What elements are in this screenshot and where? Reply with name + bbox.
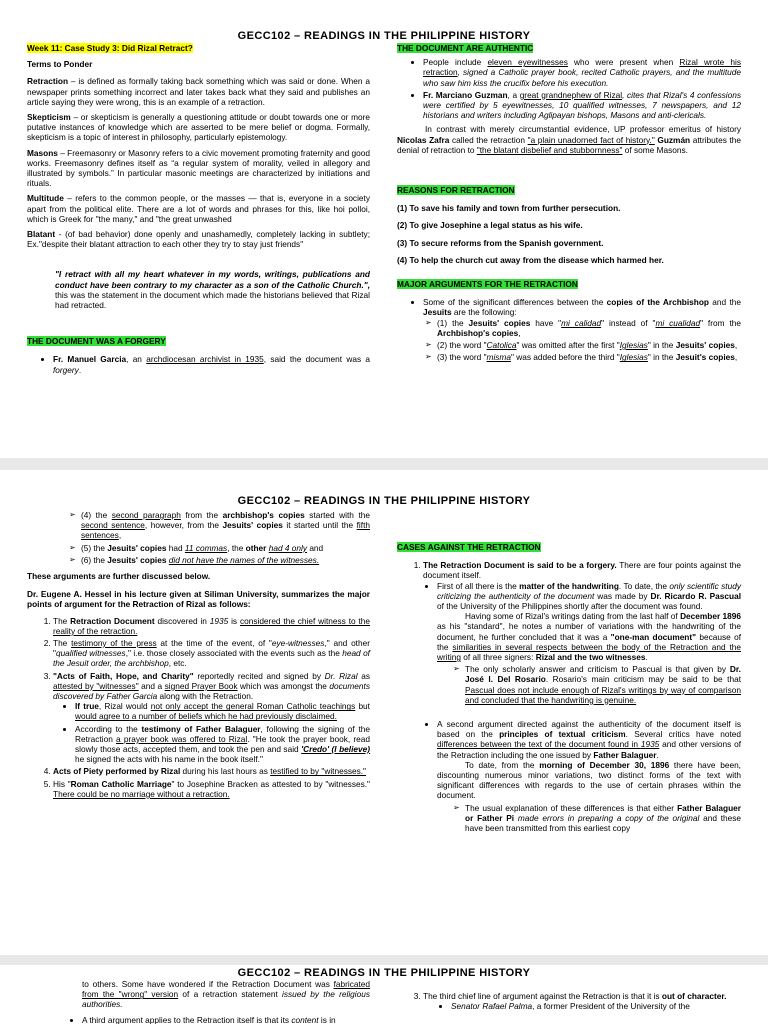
contrast-paragraph: In contrast with merely circumstantial evidence, UP professor emeritus of history Nicolas Zafra called the retraction "a plain unadorned fact of history." Guzmán attributes the denial of retraction to "the blatant disbelief and stubbornness" of some Masons. [397, 124, 741, 155]
list-item: ➢ (6) the Jesuits' copies did not have the names of the witnesses. [81, 555, 370, 565]
list-item: 3. The third chief line of argument against the Retraction is that it is out of character. • Senator Rafael Palma, a former President of the University of the [423, 991, 741, 1011]
left-column [27, 43, 370, 377]
page-1 [0, 0, 768, 458]
further-text: These arguments are further discussed below. [27, 571, 211, 582]
right-column [397, 43, 741, 364]
list-item: 1. The Retraction Document is said to be a forgery. There are four points against the document itself. • First of all there is the matter of the handwriting. To date, the only scientific study criticizing the authenticity of the document was made by Dr. Ricardo R. Pascual of the University of the Philippines shortly after the document was found. Having some of Rizal's writings dating from the last half of December 1896 as his "standard", he notes a number of variations with the handwriting of the document, he further concluded that it was a "one-man document" because of the similarities in several respects between the body of the Retraction and the writing of all three signers: Rizal and the two witnesses. ➢ The only scholarly answer and criticism to Pascual is that given by Dr. José I. Del Rosario. Rosario's main criticism may be said to be that Pascual does not include enough of Rizal's writings by way of comparison and concluded that the handwriting is genuine. • A second argument directed against the authenticity of the document itself is based on the principles of textual criticism. Several critics have noted differences between the text of the document found in 1935 and other versions of the Retraction including the one issued by Father Balaguer. To date, from the morning of December 30, 1896 there have been, discounting numerous minor variations, two distinct forms of the text with significant differences with regards to the use of certain phrases within the document. ➢ The usual explanation of these differences is that either Father Balaguer or Father Pi made errors in preparing a copy of the original and these have been transmitted from this earliest copy [423, 560, 741, 833]
list-item: 4. Acts of Piety performed by Rizal during his last hours as testified to by "witnesses." [53, 766, 370, 776]
pascual-paragraph: Having some of Rizal's writings dating from the last half of December 1896 as his "standard", he notes a number of variations with the handwriting of the document, he further concluded that it was a "one-man document" because of the similarities in several respects between the body of the Retraction and the writing of all three signers: Rizal and the two witnesses. [437, 611, 741, 663]
retraction-quote: "I retract with all my heart whatever in my words, writings, publications and conduct have been contrary to my character as a son of the Catholic Church.", this was the statement in the document which made the historians believed that Rizal had retracted. [55, 269, 370, 311]
term-skepticism: Skepticism – or skepticism is generally a questioning attitude or doubt towards one or more putative instances of knowledge which are asserted to be mere belief or dogma. Formally, skepticism is a topic of interest in philosophy, particularly epistemology. [27, 112, 370, 143]
list-item: (4) To help the church cut away from the disease which harmed her. [397, 254, 664, 265]
list-item: (2) To give Josephine a legal status as his wife. [397, 220, 583, 231]
term-masons: Masons – Freemasonry or Masonry refers to a civic movement promoting fraternity and good works. Freemasonry defines itself as “a regular system of morality, veiled in allegory and illustrated by symbols.” In particular masonic meetings are characterized by initiations and rituals. [27, 147, 370, 189]
term-retraction: Retraction – is defined as formally taking back something which was said or done. When a newspaper prints something incorrect and later takes back what they said and publishes an article saying they were wrong, this is an example of a retraction. [27, 76, 370, 107]
left-column [82, 979, 370, 1024]
list-item: 3. "Acts of Faith, Hope, and Charity" reportedly recited and signed by Dr. Rizal as attested by "witnesses" and a signed Prayer Book which was amongst the documents discovered by Father Garcia along with the Retraction. • If true, Rizal would not only accept the general Roman Catholic teachings but would agree to a number of beliefs which he had previously disclaimed. • According to the testimony of Father Balaguer, following the signing of the Retraction a prayer book was offered to Rizal. "He took the prayer book, read slowly those acts, accepted them, and took the pen and said 'Credo' (I believe) he signed the acts with his name in the book itself." [53, 671, 370, 765]
list-item: • Fr. Marciano Guzman, a great grandnephew of Rizal, cites that Rizal's 4 confessions were certified by 5 eyewitnesses, 10 qualified witnesses, 7 newspapers, and 12 historians and writers including Aglipayan bishops, Masons and anti-clericals. [423, 90, 741, 121]
term-multitude: Multitude – refers to the common people, or the masses — that is, everyone in a society apart from the political elite. There are a lot of words and phrases for this, like hoi polloi, which is Greek for "the many," and "the great unwashed [27, 193, 370, 224]
list-item: ➢ (4) the second paragraph from the archbishop's copies started with the second sentence, however, from the Jesuits' copies it started until the fifth sentences, [81, 510, 370, 541]
page-3 [0, 965, 768, 1024]
list-item: • According to the testimony of Father Balaguer, following the signing of the Retraction a prayer book was offered to Rizal. "He took the prayer book, read slowly those acts, accepted them, and took the pen and said 'Credo' (I believe) he signed the acts with his name in the book itself." [75, 724, 370, 765]
page-title: GECC102 – READINGS IN THE PHILIPPINE HISTORY [237, 495, 531, 507]
list-item: (3) To secure reforms from the Spanish government. [397, 237, 604, 248]
list-item: ➢ (2) the word "Catolica" was omitted after the first "Iglesias" in the Jesuits' copies, [437, 340, 741, 350]
week-heading: Week 11: Case Study 3: Did Rizal Retract? [27, 43, 193, 53]
term-blatant: Blatant - (of bad behavior) done openly and unashamedly, completely lacking in subtlety; Ex."despite their blatant attraction to each other they try to stay just friends" [27, 229, 370, 250]
list-item: • People include eleven eyewitnesses who were present when Rizal wrote his retraction, signed a Catholic prayer book, recited Catholic prayers, and the multitude who saw him kiss the crucifix before his execution. [423, 57, 741, 88]
authentic-heading: THE DOCUMENT ARE AUTHENTIC [397, 43, 534, 53]
left-column [27, 510, 370, 801]
reasons-heading: REASONS FOR RETRACTION [397, 185, 515, 196]
textual-paragraph: To date, from the morning of December 30, 1896 there have been, discounting numerous minor variations, two distinct forms of the text with significant differences with regards to the use of certain phrases within the document. [437, 759, 741, 801]
list-item: ➢ The usual explanation of these differences is that either Father Balaguer or Father Pi made errors in preparing a copy of the original and these have been transmitted from this earliest copy [465, 803, 741, 834]
page-title: GECC102 – READINGS IN THE PHILIPPINE HISTORY [237, 967, 531, 979]
list-item: 5. His "Roman Catholic Marriage" to Josephine Bracken as attested to by "witnesses." There could be no marriage without a retraction. [53, 779, 370, 799]
page-title: GECC102 – READINGS IN THE PHILIPPINE HISTORY [237, 30, 531, 42]
cases-heading: CASES AGAINST THE RETRACTION [397, 542, 541, 552]
forgery-heading: THE DOCUMENT WAS A FORGERY [27, 336, 166, 347]
list-item: • A third argument applies to the Retraction itself is that its content is in [82, 1015, 370, 1024]
hessel-intro: Dr. Eugene A. Hessel in his lecture given at Siliman University, summarizes the major points of argument for the Retraction of Rizal as follows: [27, 589, 370, 610]
list-item: ➢ The only scholarly answer and criticism to Pascual is that given by Dr. José I. Del Rosario. Rosario's main criticism may be said to be that Pascual does not include enough of Rizal's writings by way of comparison and concluded that the handwriting is genuine. [465, 664, 741, 705]
list-item: ➢ (3) the word "misma" was added before the third "Iglesias" in the Jesuit's copies, [437, 352, 741, 362]
page-2 [0, 470, 768, 955]
terms-heading: Terms to Ponder [27, 59, 93, 70]
right-column [397, 991, 741, 1013]
reasons-list [397, 203, 741, 265]
major-heading: MAJOR ARGUMENTS FOR THE RETRACTION [397, 279, 578, 290]
list-item: • Senator Rafael Palma, a former President of the University of the [451, 1001, 741, 1011]
right-column [397, 542, 741, 835]
list-item: • First of all there is the matter of the handwriting. To date, the only scientific study criticizing the authenticity of the document was made by Dr. Ricardo R. Pascual of the University of the Philippines shortly after the document was found. Having some of Rizal's writings dating from the last half of December 1896 as his "standard", he notes a number of variations with the handwriting of the document, he further concluded that it was a "one-man document" because of the similarities in several respects between the body of the Retraction and the writing of all three signers: Rizal and the two witnesses. ➢ The only scholarly answer and criticism to Pascual is that given by Dr. José I. Del Rosario. Rosario's main criticism may be said to be that Pascual does not include enough of Rizal's writings by way of comparison and concluded that the handwriting is genuine. [437, 581, 741, 705]
list-item: ➢ (1) the Jesuits' copies have "mi calidad" instead of "mi cualidad" from the Archbishop's copies, [437, 318, 741, 338]
list-item: • Some of the significant differences between the copies of the Archbishop and the Jesuits are the following: ➢ (1) the Jesuits' copies have "mi calidad" instead of "mi cualidad" from the Archbishop's copies, ➢ (2) the word "Catolica" was omitted after the first "Iglesias" in the Jesuits' copies, ➢ (3) the word "misma" was added before the third "Iglesias" in the Jesuit's copies, [423, 297, 741, 362]
list-item: 1. The Retraction Document discovered in 1935 is considered the chief witness to the reality of the retraction. [53, 616, 370, 636]
list-item: 2. The testimony of the press at the time of the event, of "eye-witnesses," and other "qualified witnesses," i.e. those closely associated with the events such as the head of the Jesuit order, the archbishop, etc. [53, 638, 370, 669]
list-item: • Fr. Manuel Garcia, an archdiocesan archivist in 1935, said the document was a forgery. [53, 354, 370, 374]
list-item: • If true, Rizal would not only accept the general Roman Catholic teachings but would agree to a number of beliefs which he had previously disclaimed. [75, 701, 370, 721]
list-item: ➢ (5) the Jesuits' copies had 11 commas, the other had 4 only and [81, 543, 370, 553]
list-item: (1) To save his family and town from further persecution. [397, 203, 621, 214]
continued-text: to others. Some have wondered if the Retraction Document was fabricated from the "wrong" version of a retraction statement issued by the religious authorities. [82, 979, 370, 1010]
list-item: • A second argument directed against the authenticity of the document itself is based on the principles of textual criticism. Several critics have noted differences between the text of the document found in 1935 and other versions of the Retraction including the one issued by Father Balaguer. To date, from the morning of December 30, 1896 there have been, discounting numerous minor variations, two distinct forms of the text with significant differences with regards to the use of certain phrases within the document. ➢ The usual explanation of these differences is that either Father Balaguer or Father Pi made errors in preparing a copy of the original and these have been transmitted from this earliest copy [437, 719, 741, 833]
